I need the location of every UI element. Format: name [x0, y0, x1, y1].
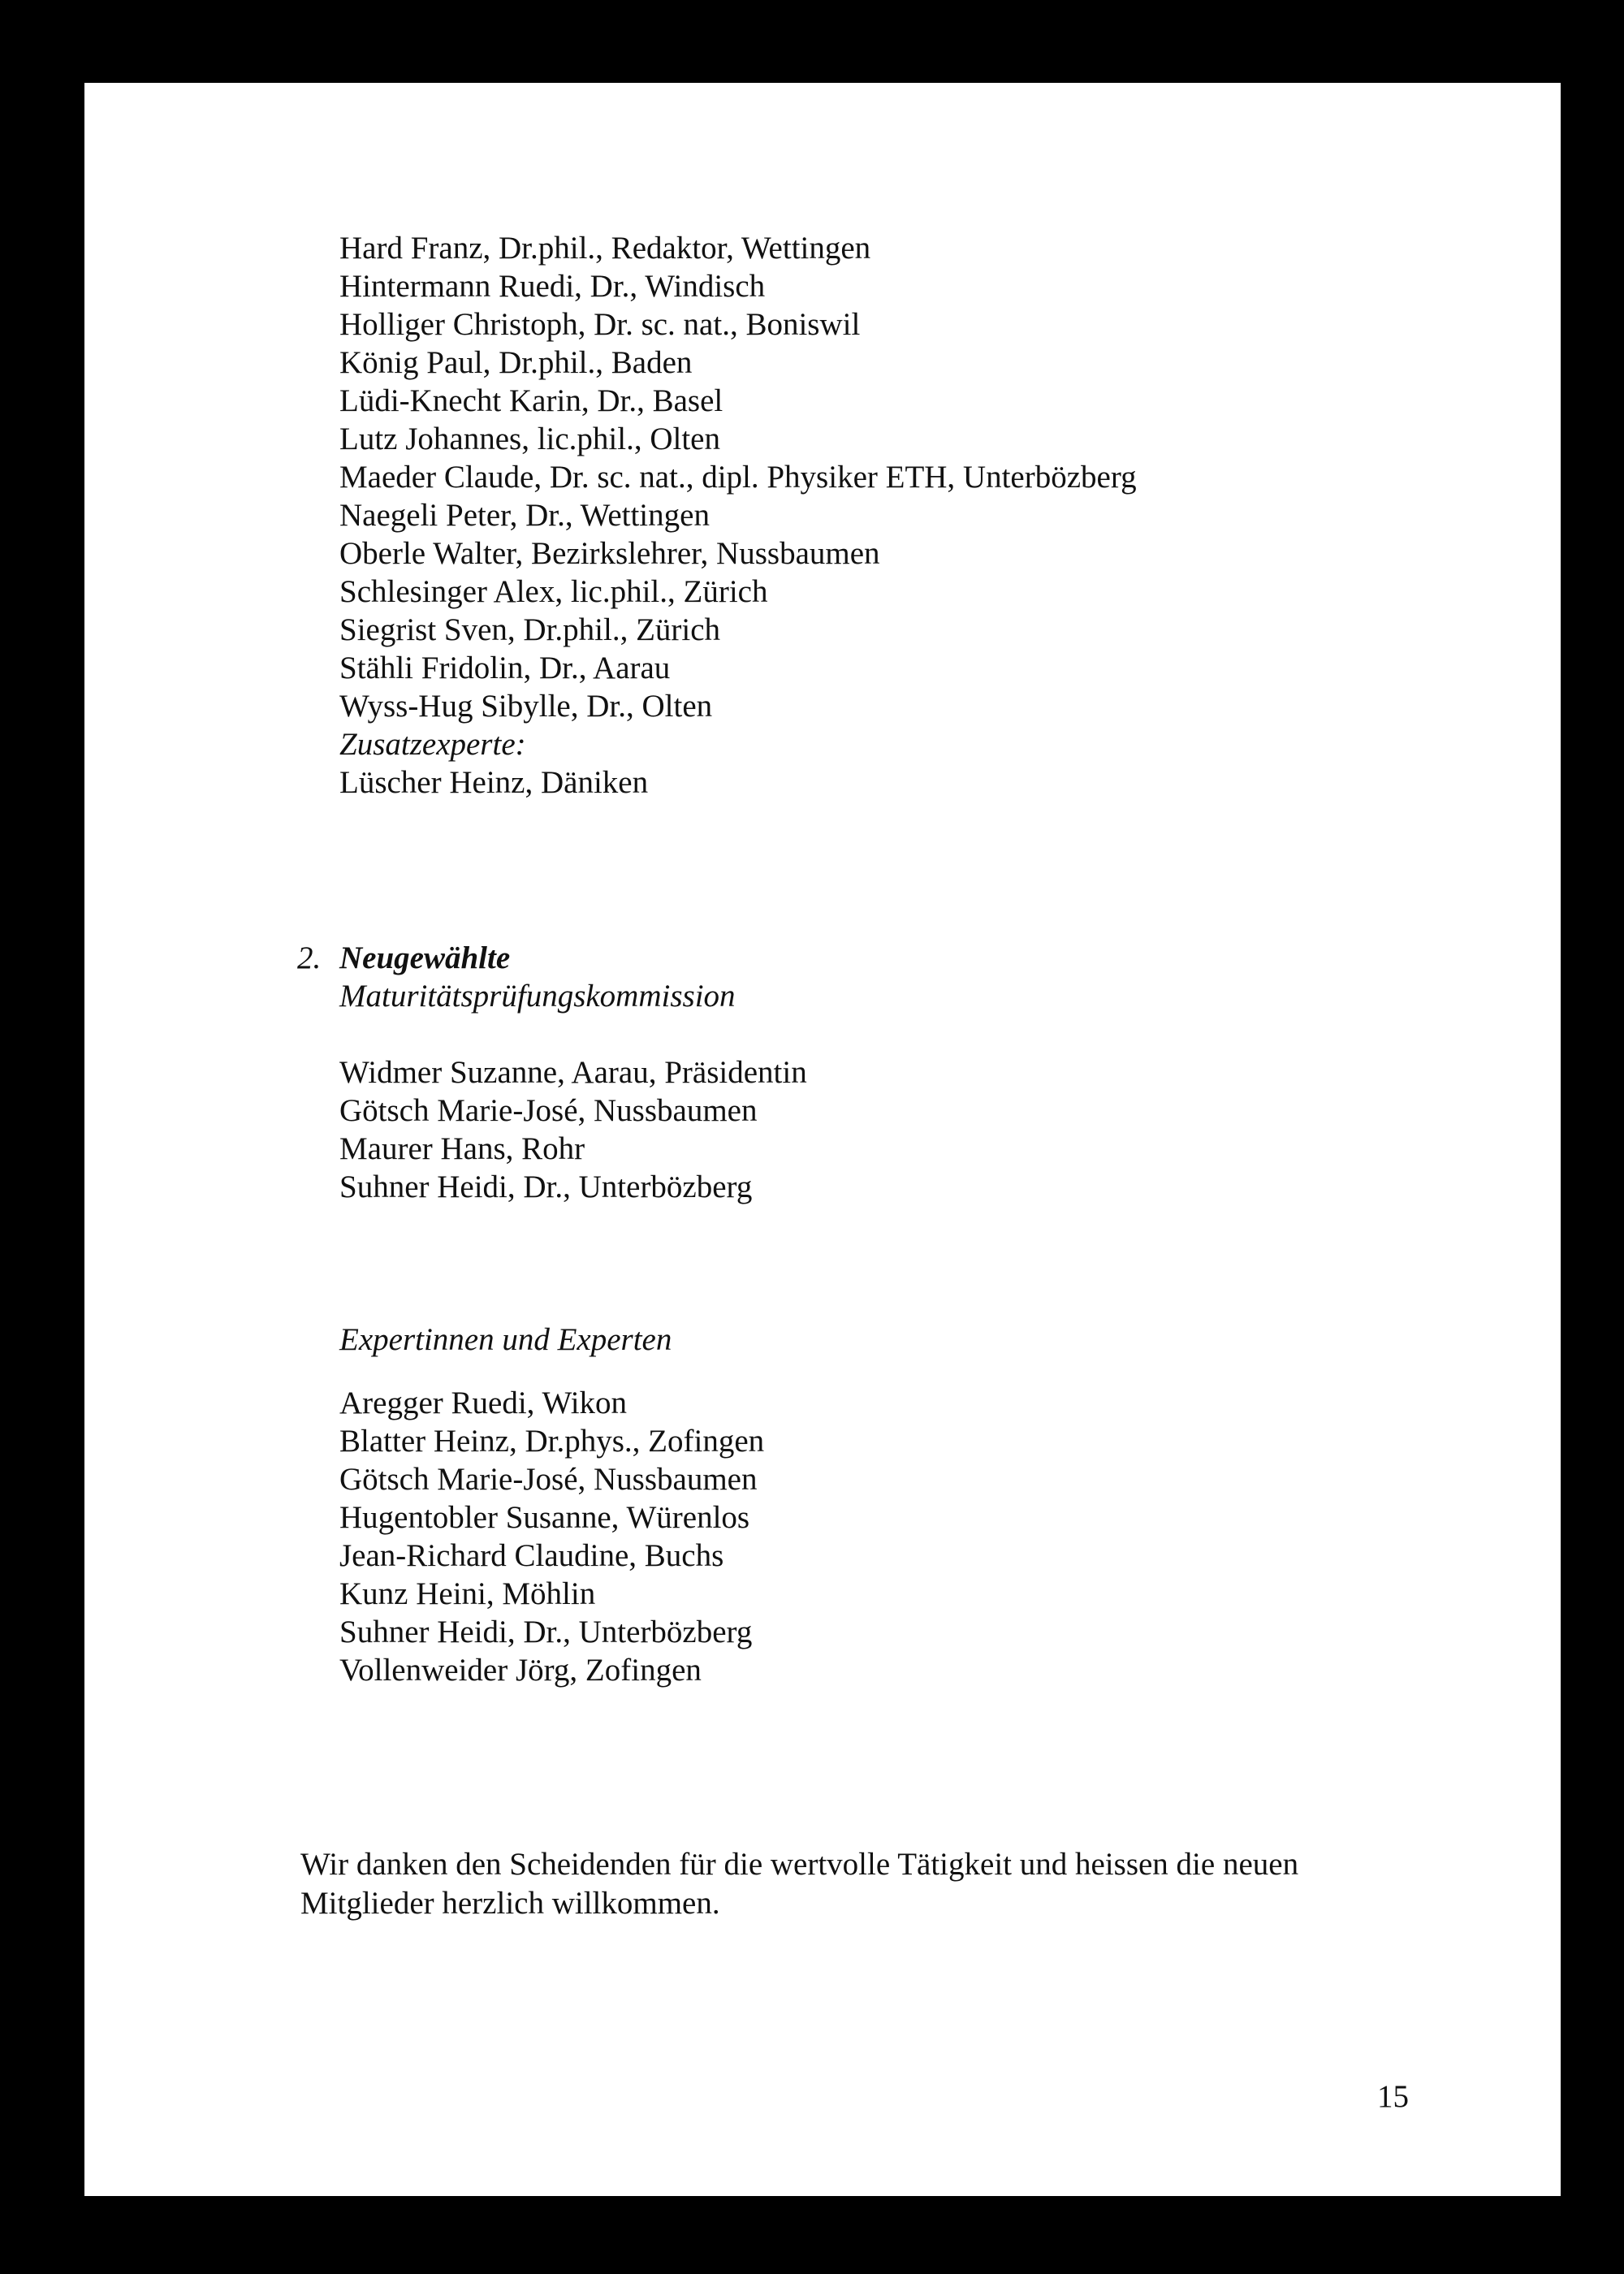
- list-item: Maeder Claude, Dr. sc. nat., dipl. Physiker ETH, Unterbözberg: [339, 460, 1137, 495]
- list-item: Holliger Christoph, Dr. sc. nat., Boniswil: [339, 307, 861, 342]
- list-item: Hugentobler Susanne, Würenlos: [339, 1500, 750, 1535]
- commission-heading: Maturitätsprüfungskommission: [339, 979, 736, 1014]
- list-item: Aregger Ruedi, Wikon: [339, 1386, 628, 1420]
- list-item: Götsch Marie-José, Nussbaumen: [339, 1462, 758, 1497]
- additional-expert-name: Lüscher Heinz, Däniken: [339, 765, 649, 800]
- section-number: 2.: [297, 940, 322, 975]
- list-item: Hintermann Ruedi, Dr., Windisch: [339, 269, 766, 304]
- list-item: Maurer Hans, Rohr: [339, 1131, 585, 1166]
- list-item: Götsch Marie-José, Nussbaumen: [339, 1093, 758, 1128]
- additional-expert-heading: Zusatzexperte:: [339, 727, 526, 762]
- list-item: Vollenweider Jörg, Zofingen: [339, 1653, 702, 1688]
- closing-paragraph: Wir danken den Scheidenden für die wertvolle Tätigkeit und heissen die neuen Mitglieder herzlich willkommen.: [300, 1847, 1299, 1921]
- list-item: Lutz Johannes, lic.phil., Olten: [339, 422, 720, 456]
- list-item: Kunz Heini, Möhlin: [339, 1576, 596, 1611]
- list-item: Suhner Heidi, Dr., Unterbözberg: [339, 1615, 753, 1649]
- page-number: 15: [1377, 2079, 1409, 2114]
- list-item: Schlesinger Alex, lic.phil., Zürich: [339, 574, 768, 609]
- list-item: Hard Franz, Dr.phil., Redaktor, Wettingen: [339, 231, 871, 266]
- document-page: [84, 83, 1561, 2196]
- list-item: Widmer Suzanne, Aarau, Präsidentin: [339, 1055, 807, 1090]
- list-item: Lüdi-Knecht Karin, Dr., Basel: [339, 383, 723, 418]
- list-item: Jean-Richard Claudine, Buchs: [339, 1538, 724, 1573]
- section-title: Neugewählte: [339, 940, 511, 975]
- list-item: Oberle Walter, Bezirkslehrer, Nussbaumen: [339, 536, 880, 571]
- list-item: Siegrist Sven, Dr.phil., Zürich: [339, 612, 721, 647]
- list-item: Suhner Heidi, Dr., Unterbözberg: [339, 1169, 753, 1204]
- list-item: König Paul, Dr.phil., Baden: [339, 345, 693, 380]
- list-item: Naegeli Peter, Dr., Wettingen: [339, 498, 710, 533]
- list-item: Stähli Fridolin, Dr., Aarau: [339, 651, 671, 685]
- experts-heading: Expertinnen und Experten: [339, 1322, 672, 1357]
- list-item: Wyss-Hug Sibylle, Dr., Olten: [339, 689, 713, 724]
- list-item: Blatter Heinz, Dr.phys., Zofingen: [339, 1424, 765, 1459]
